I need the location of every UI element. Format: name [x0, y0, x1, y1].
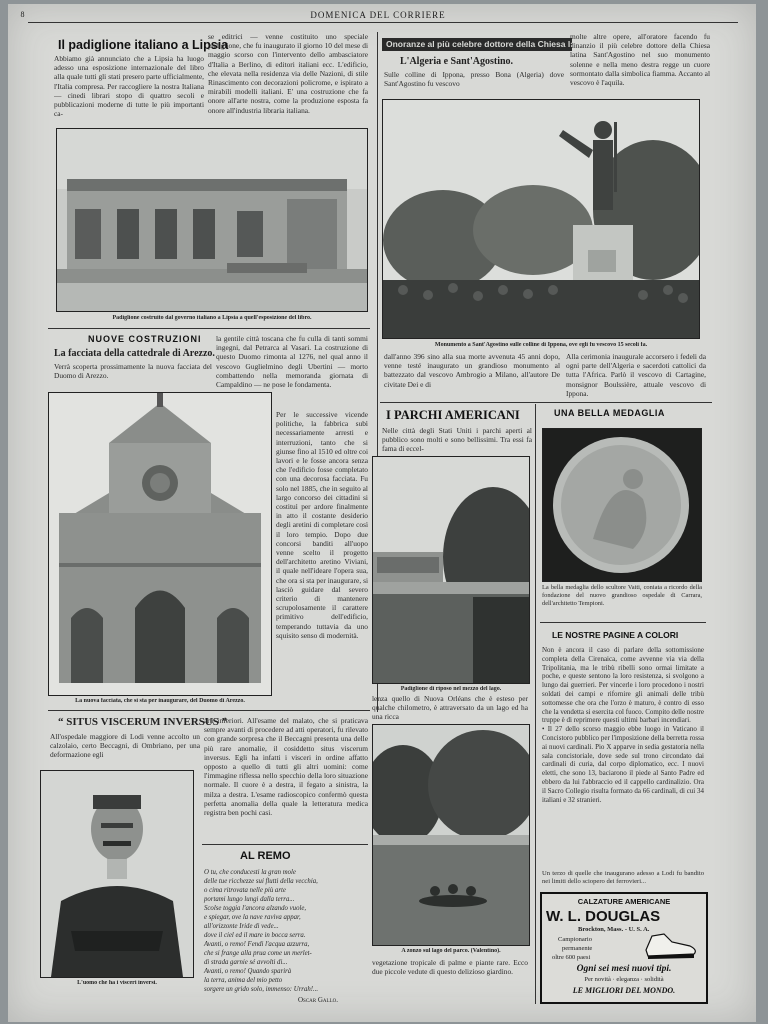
ad-line2: permanente [562, 945, 593, 952]
parchi-caption1: Padiglione di riposo nel mezzo del lago. [400, 686, 502, 692]
lipsia-caption: Padiglione costruito dal governo italiano a Lipsia a quell'esposizione del libro. [112, 315, 312, 321]
parchi-boat-photo [372, 724, 530, 946]
poem-line: o cima ritrovata nelle più arte [204, 887, 286, 894]
medaglia-title: UNA BELLA MEDAGLIA [554, 408, 665, 418]
ad-city: Brockton, Mass. - U. S. A. [578, 926, 650, 933]
arezzo-section: NUOVE COSTRUZIONI [88, 334, 202, 344]
poem-line: Avanti, o remo! Fendi l'acqua azzurra, [204, 941, 310, 948]
poem-line: O tu, che conducesti la gran mole [204, 869, 296, 876]
situs-title: “ SITUS VISCERUM INVERSUS ” [58, 716, 228, 728]
poem-line: Avanti, o remo! Quando sparirà [204, 968, 292, 975]
lipsia-pavilion-photo [56, 128, 368, 312]
arezzo-text-top: la gentile città toscana che fu culla di tanti sommi ingegni, dal Petrarca al Vasari. La costruzione di questo Duomo rimonta al 1276, nel qual anno il vescovo Guglielmino degli Ubertini — morto combattendo nella memoranda giornata di Campaldino — ne pose le fondamenta. [216, 334, 368, 390]
agostino-text-below-col1: dall'anno 396 sino alla sua morte avvenuta 45 anni dopo, venne testé inaugurato un grandioso monumento al battezzato dal vescovo Ambrogio a Milano, all'autore De civitate Dei e di [384, 352, 560, 389]
poem-line: e spiegar, ove la nave raviva appar, [204, 914, 301, 921]
situs-man-photo [40, 770, 194, 978]
situs-text-col2: arti inferiori. All'esame del malato, che si praticava sempre avanti di procedere ad atti operatori, fu rilevato con grande sorpresa che il Beccagni presenta una delle più rare anomalie, il cosiddetto situs viscerum inversus. Egli ha infatti i visceri in ordine affatto opposto a quello di tutti gli altri uomini: come l'immagine riflessa nello specchio della loro situazione normale. Il cuore è a destra, il fegato a sinistra, la milza a destra. L'esame radioscopico confermò questa perfetta anomalia della quale la letteratura medica registra ben pochi casi. [204, 716, 368, 818]
poem-line: all'orizzonte Iride di vede... [204, 923, 279, 930]
parchi-title: I PARCHI AMERICANI [386, 408, 520, 422]
ad-slogan: Ogni sei mesi nuovi tipi. [576, 964, 672, 974]
remo-top-rule [202, 844, 368, 845]
lipsia-text-col1: Abbiamo già annunciato che a Lipsia ha luogo adesso una esposizione internazionale del libro alla quale tutti gli stati presero parte ufficialmente, l'Italia compresa. Per raccogliere la nostra Italiana — cinedi librari stopo di quattro secoli e pubblicazioni moderne di tutte le più importanti ca- [54, 54, 204, 119]
column-rule-right [535, 404, 536, 1004]
header-rule [28, 22, 738, 23]
ad-brand: W. L. DOUGLAS [546, 908, 661, 925]
medaglia-bottom-rule [540, 622, 706, 623]
situs-caption: L'uomo che ha i visceri inversi. [77, 980, 157, 986]
page-number: 8 [20, 10, 26, 19]
arezzo-bottom-rule [48, 710, 370, 711]
agostino-caption: Monumento a Sant'Agostino sulle colline di Ippona, ove egli fu vescovo 15 secoli fa. [434, 342, 648, 348]
poem-line: di strada garnie sé avvolti di... [204, 959, 288, 966]
ad-line4: Per novità · eleganza · solidità [584, 976, 664, 983]
shoe-icon [642, 930, 698, 960]
parchi-pavilion-photo [372, 456, 530, 684]
ad-tagline: LE MIGLIORI DEL MONDO. [572, 986, 676, 995]
poem-line: la terra, anima del mio petto [204, 977, 283, 984]
parchi-text-bottom: vegetazione tropicale di palme e piante rare. Ecco due piccole vedute di questo delizioso giardino. [372, 958, 528, 977]
colori-title: LE NOSTRE PAGINE A COLORI [552, 630, 679, 640]
medaglia-photo [542, 428, 702, 582]
poem-line: Scolse toggia l'ancora alzando vuole, [204, 905, 307, 912]
douglas-advertisement [540, 892, 708, 1004]
situs-text-col1: All'ospedale maggiore di Lodi venne accolto un calzolaio, certo Beccagni, di Ombriano, per una deformazione egli [50, 732, 200, 760]
parchi-caption2: A zonzo sul lago del parco. (Valentino). [401, 948, 501, 954]
parchi-text-middle: lenza quello di Nuova Orléans che è esteso per qualche chilometro, è attraversato da un lago ed ha una ricca [372, 694, 528, 722]
agostino-title: L'Algeria e Sant'Agostino. [400, 56, 514, 67]
poem-line: delle tue ricchezze sui flutti della vecchia, [204, 878, 318, 885]
ad-line3: oltre 600 paesi [552, 954, 591, 961]
poem-line: sorgere un grido solo, immenso: Urrah!... [204, 986, 319, 993]
agostino-text-below-col2: Alla cerimonia inaugurale accorsero i fedeli da ogni parte dell'Algeria e sacerdoti cattolici da tutta l'Africa. Parlò il vescovo di Cartagine, monsignor Boulssière, attuale vescovo di Ippona. [566, 352, 706, 398]
poem-line: portami lungo lungi dalla terra... [204, 896, 295, 903]
newspaper-masthead: DOMENICA DEL CORRIERE [310, 10, 446, 20]
lipsia-title: Il padiglione italiano a Lipsia [58, 38, 229, 52]
agostino-banner: Onoranze al più celebre dottore della Chiesa latina [386, 39, 591, 49]
parchi-text: Nelle città degli Stati Uniti i parchi aperti al pubblico sono molti e sono bellissimi. Tra essi fa fama di eccel- [382, 426, 532, 454]
remo-title: AL REMO [240, 850, 291, 862]
poem-line: che si frange alla prua come un merlet- [204, 950, 312, 957]
lipsia-text-col2: se editrici — venne costituito uno speciale padiglione, che fu inaugurato il giorno 10 del mese di maggio scorso con l'intervento dello ambasciatore d'Italia a Berlino, di editori italiani ecc. L'edificio, che elevata nella residenza via delle Nazioni, di stile Rinascimento con decorazioni policrome, e ispirato a mirabili modelli italiani. E' una costruzione che fa onore all'arte nostra, come la produzione esposta fa onore all'industria libraria italiana. [208, 32, 368, 115]
agostino-monument-photo [382, 99, 700, 339]
arezzo-intro: Verrà scoperta prossimamente la nuova facciata del Duomo di Arezzo. [54, 362, 212, 381]
ad-line1: Campionario [558, 936, 592, 943]
colori-tail: Un terzo di quelle che inaugurano adesso a Lodi fu bandito nei limiti dello sciopero dei ferrovieri... [542, 870, 704, 885]
agostino-text-col2: molte altre opere, all'oratore facendo fu dinanzio il più celebre dottore della Chiesa latina Sant'Agostino nel suo monumento solenne e nella meno destra regge un cuore sormontato dalla simbolica fiamma. Accanto al vescovo è l'aquila. [570, 32, 710, 88]
newspaper-page [8, 4, 756, 1022]
agostino-bottom-rule [380, 402, 712, 403]
arezzo-cathedral-photo [48, 392, 272, 696]
lipsia-bottom-rule [48, 328, 370, 329]
arezzo-title: La facciata della cattedrale di Arezzo. [54, 348, 215, 359]
ad-title: CALZATURE AMERICANE [577, 897, 671, 906]
agostino-text-col1: Sulle colline di Ippona, presso Bona (Algeria) dove Sant'Agostino fu vescovo [384, 70, 564, 89]
poem-line: dove il ciel ed il mare in bocca serra. [204, 932, 306, 939]
arezzo-caption: La nuova facciata, che si sta per inaugurare, del Duomo di Arezzo. [75, 698, 245, 704]
arezzo-text-right: Per le successive vicende politiche, la fabbrica subì necessariamente arresti e interruzioni, tanto che si giunse fino al 1510 ed oltre coi lavori e le fosse ancora senza che l'edificio fosse completato con una decorosa facciata. Fu solo nel 1885, che in seguito al largo concorso dei cittadini si costituì per ardore finalmente in atto il costante desiderio degli aretini di completare così il loro tempio. Dopo due concorsi banditi all'uopo venne scelto il progetto dell'architetto aretino Viviani, il quale nell'ideare l'opera sua, che ora si sta per inaugurare, si lasciò guidare dal severo criterio di mantenere scrupolosamente il carattere primitivo dell'edificio, temperando tuttavia da uno squisito senso di modernità. [276, 410, 368, 640]
medaglia-caption: La bella medaglia dello scultore Vaiti, coniata a ricordo della fondazione del nuovo grandioso ospedale di Carrara, dell'architetto Tempioni. [542, 584, 702, 607]
remo-poem [204, 868, 368, 994]
colori-text: Non è ancora il caso di parlare della sottomissione completa della Cirenaica, come avvenne via via della Tripolitania, ma le tribù ribelli sono ormai limitate a poche, e queste sentono la loro resistenza, si svolgono a lungo dai guerrieri. Per vincerle i loro procedono i nostri soldati dei campi e rifornire gli animali delle tribù sottomesse che ora che l'orzo è maturo, è contro di esso che la vendetta si esercita col fuoco. Compito delle nostre truppe è di reprimere questi ultimi barbari incendiari. • Il 27 dello scorso maggio ebbe luogo in Vaticano il Concistoro pubblico per l'imposizione della berretta rossa ai nuovi cardinali. Pio X apparve in sedia gestatoria nella sala concistoriale, dove sede sul trono circondato dai cardinali di curia, dal corpo diplomatico, ecc. I nuovi eletti, che sono 13, baciarono il piede al Santo Padre ed ebbero da lui l'abbraccio ed il cappello cardinalizio. Ora il Sacro Collegio risulta formato da 66 cardinali, di cui 34 italiani e 32 stranieri. [542, 646, 704, 804]
remo-author: Oscar Gallo. [298, 996, 339, 1004]
